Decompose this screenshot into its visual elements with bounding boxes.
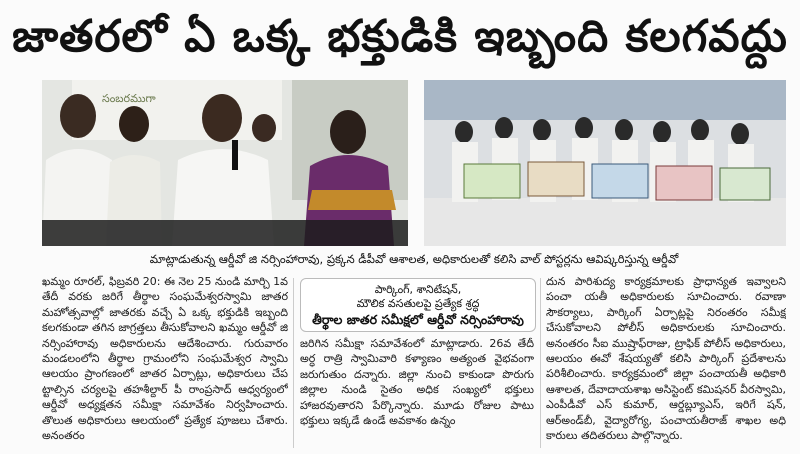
article-column-3: దున పారిశుద్య కార్యక్రమాలకు ప్రాధాన్యత ఇవ్వాలని పంచా యతీ అధికారులకు సూచించారు. రవాణా సౌకర్యాలు, పార్కింగ్ ఏర్పాట్లపై నిరంతరం సమీక్ష చేసుకోవాలని పోలీస్ అధికారులకు సూచించారు. అనంతరం సీఐ ముష్రాఫ్‌రాజు, ట్రాఫిక్ పోలీస్ అధికారులు, ఆలయం ఈవో శేషయ్యతో కలిసి పార్కింగ్ ప్రదేశాలను పరిశీలించారు. కార్యక్రమంలో జిల్లా పంచాయతీ అధికారి ఆశాలత, దేవాదాయశాఖ అసిస్టెంట్ కమిషనర్ వీరస్వామి, ఎంపీడీవో ఎస్ కుమార్, ఆర్డబ్ల్యూఎస్, ఇరిగే షన్, ఆర్‌అండ్‌బీ, వైద్యారోగ్య, పంచాయతీరాజ్ శాఖల అధి కారులు తదితరులు పాల్గొన్నారు. (546, 275, 786, 443)
kicker-line-2: మౌలిక వసతులపై ప్రత్యేక శ్రద్ధ (356, 297, 480, 310)
wall-posters (464, 162, 770, 200)
article-column-2: జరిగిన సమీక్షా సమావేశంలో మాట్లాడారు. 26వ తేదీ అర్ధ రాత్రి స్వామివారి కళ్యాణం అత్యంత వైభవంగా జరుగుతుం దన్నారు. జిల్లా నుంచి కాకుండా పొరుగు జిల్లాల నుండి సైతం అధిక సంఖ్యలో భక్తులు హాజరవుతారని పేర్కొన్నారు. మూడు రోజుల పాటు భక్తులు ఇక్కడే ఉండే అవకాశం ఉన్నం (300, 337, 534, 428)
column-divider (540, 278, 541, 448)
photo-officials-meeting (42, 80, 408, 246)
headline: జాతరలో ఏ ఒక్క భక్తుడికి ఇబ్బంది కలగవద్దు (12, 11, 788, 62)
kicker-line-1: పార్కింగ్, శానిటేషన్, (374, 283, 462, 296)
poster-photo-illustration (424, 80, 786, 246)
subheading: తీర్థాల జాతర సమీక్షలో ఆర్డీవో నర్సింహారావు (312, 312, 524, 327)
subheading-box (300, 278, 536, 332)
banner-text: సంబరముగా (102, 92, 156, 105)
meeting-photo-illustration (42, 80, 408, 246)
photo-caption: మాట్లాడుతున్న ఆర్డీవో జి నర్సింహారావు, ప్రక్కన డీపీవో ఆశాలత, అధికారులతో కలిసి వాల్ పోస్టర్లను ఆవిష్కరిస్తున్న ఆర్డీవో (149, 252, 679, 266)
column-divider (293, 278, 294, 448)
photo-poster-release (424, 80, 786, 246)
article-column-1: ఖమ్మం రూరల్, ఫిబ్రవరి 20: ఈ నెల 25 నుండి మార్చి 1వ తేదీ వరకు జరిగే తీర్థాల సంఘమేశ్వరస్వామి జాతర మహోత్సవాల్లో జాతరకు వచ్చే ఏ ఒక్క భక్తుడికి ఇబ్బంది కలగకుండా తగిన జాగ్రత్తలు తీసుకోవాలని ఖమ్మం ఆర్డీవో జి నర్సింహారావు అధికారులను ఆదేశించారు. గురువారం మండలంలోని తీర్థాల గ్రామంలోని సంఘమేశ్వర స్వామి ఆలయం ప్రాంగణంలో జాతర ఏర్పాట్లు, అధికారులు చేప ట్టాల్సిన చర్యలపై తహశీల్దార్ పీ రాంప్రసాద్ ఆధ్వర్యంలో ఆర్డీవో అధ్యక్షతన సమీక్షా సమావేశం నిర్వహించారు. తొలుత అధికారులు ఆలయంలో ప్రత్యేక పూజలు చేశారు. అనంతరం (42, 275, 288, 443)
